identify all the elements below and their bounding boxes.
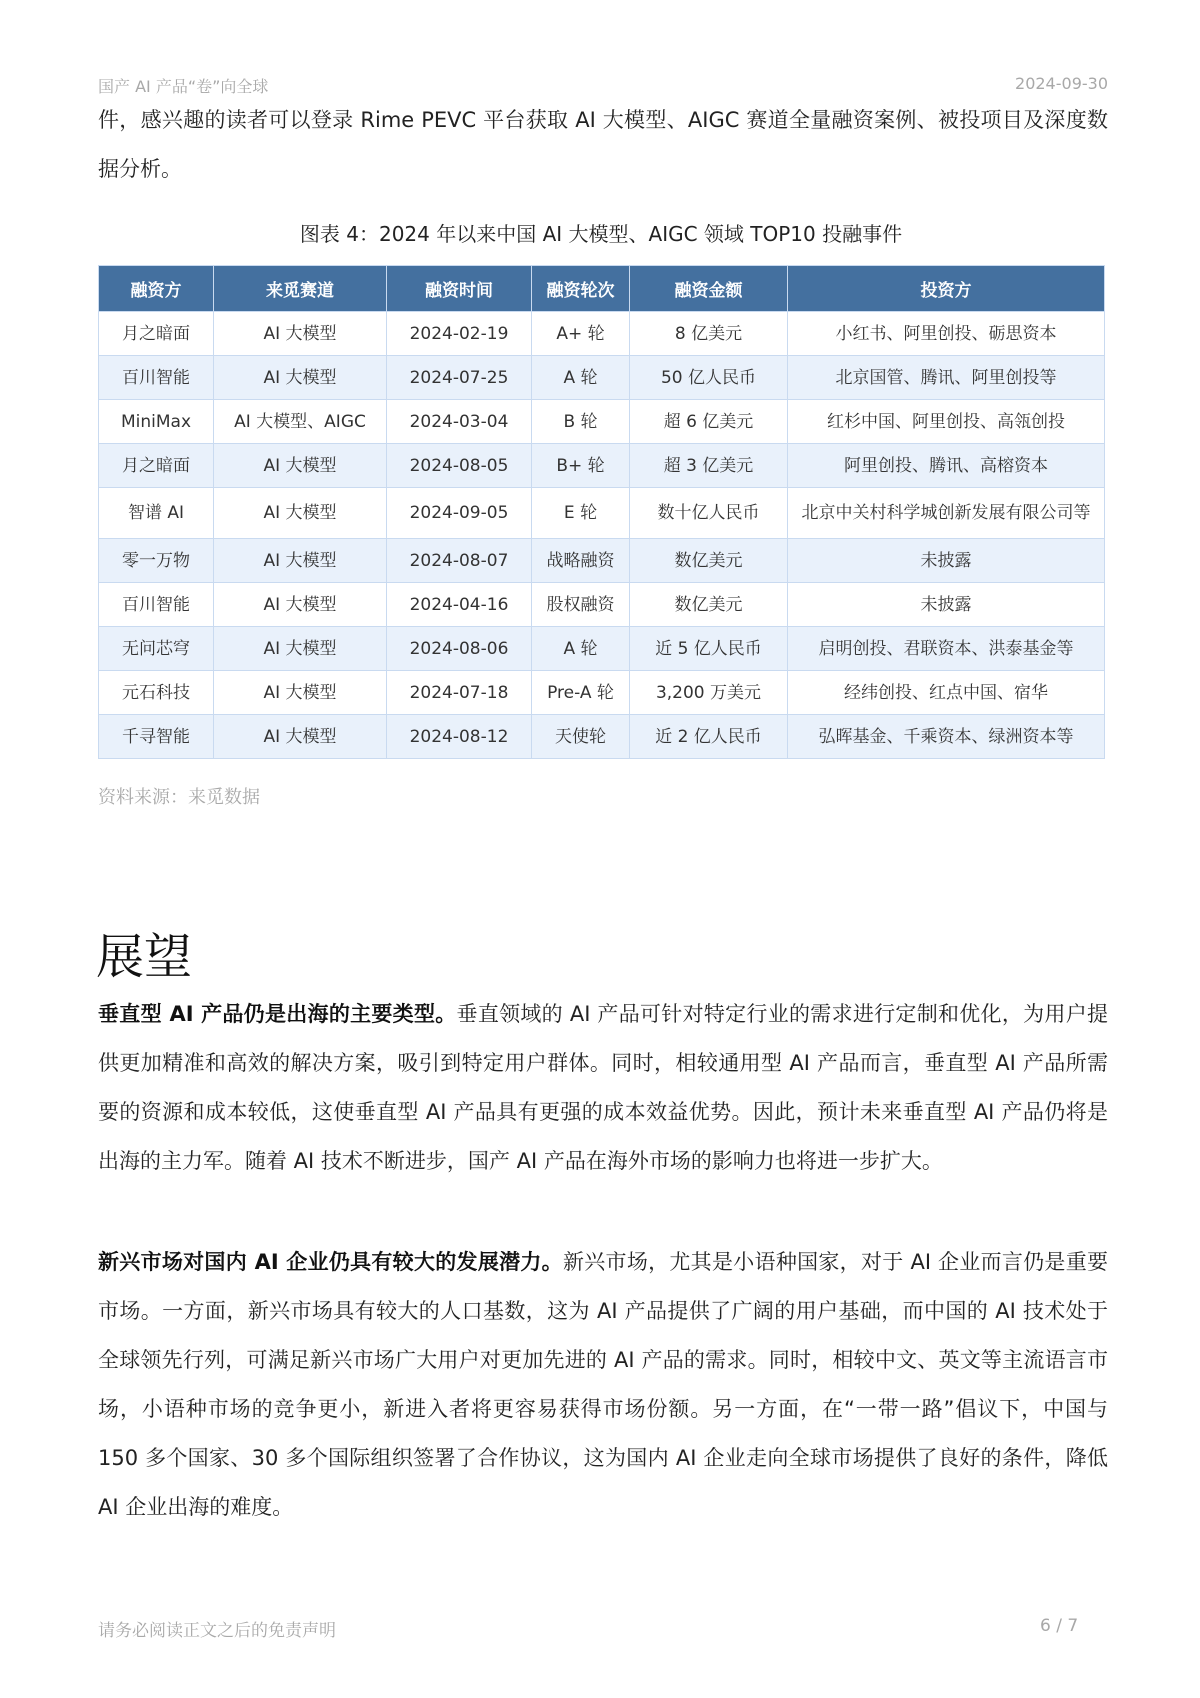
footer-disclaimer: 请务必阅读正文之后的免责声明 <box>98 1621 336 1641</box>
section-heading: 展望 <box>96 929 193 985</box>
column-header: 融资轮次 <box>532 266 630 312</box>
source-note: 资料来源：来觅数据 <box>98 787 260 808</box>
table-cell: AI 大模型 <box>214 539 387 583</box>
table-body <box>99 312 1105 759</box>
table-cell: 月之暗面 <box>99 312 214 356</box>
table-cell: 战略融资 <box>532 539 630 583</box>
table-cell: B 轮 <box>532 400 630 444</box>
table-cell: AI 大模型 <box>214 583 387 627</box>
table-cell: MiniMax <box>99 400 214 444</box>
table-cell: AI 大模型 <box>214 627 387 671</box>
table-cell: 2024-07-18 <box>387 671 532 715</box>
table-cell: 2024-08-12 <box>387 715 532 759</box>
table-row <box>99 671 1105 715</box>
table-cell: 2024-09-05 <box>387 488 532 539</box>
table-cell: 2024-08-06 <box>387 627 532 671</box>
table-cell: 2024-03-04 <box>387 400 532 444</box>
table-cell: E 轮 <box>532 488 630 539</box>
table-cell: 百川智能 <box>99 583 214 627</box>
table-cell: 北京中关村科学城创新发展有限公司等 <box>788 488 1105 539</box>
running-header-date: 2024-09-30 <box>1015 74 1108 93</box>
table-cell: 北京国管、腾讯、阿里创投等 <box>788 356 1105 400</box>
table-row <box>99 539 1105 583</box>
table-cell: 未披露 <box>788 583 1105 627</box>
table-cell: 8 亿美元 <box>630 312 788 356</box>
table-cell: 月之暗面 <box>99 444 214 488</box>
table-cell: A 轮 <box>532 627 630 671</box>
financing-table <box>98 265 1105 759</box>
figure-caption: 图表 4：2024 年以来中国 AI 大模型、AIGC 领域 TOP10 投融事件 <box>299 222 903 246</box>
table-cell: A+ 轮 <box>532 312 630 356</box>
table-cell: AI 大模型 <box>214 356 387 400</box>
table-cell: 千寻智能 <box>99 715 214 759</box>
table-cell: 2024-07-25 <box>387 356 532 400</box>
table-row <box>99 400 1105 444</box>
page-number: 6 / 7 <box>1040 1616 1079 1636</box>
table-cell: 数亿美元 <box>630 539 788 583</box>
outlook-paragraph-2 <box>98 1238 1108 1532</box>
intro-paragraph: 件，感兴趣的读者可以登录 Rime PEVC 平台获取 AI 大模型、AIGC 赛道全量融资案例、被投项目及深度数据分析。 <box>98 108 1108 181</box>
table-row <box>99 627 1105 671</box>
table-cell: 50 亿人民币 <box>630 356 788 400</box>
table-cell: 股权融资 <box>532 583 630 627</box>
table-cell: AI 大模型 <box>214 715 387 759</box>
paragraph-lead: 新兴市场对国内 AI 企业仍具有较大的发展潜力。 <box>98 1250 563 1274</box>
table-cell: 数十亿人民币 <box>630 488 788 539</box>
table-cell: 未披露 <box>788 539 1105 583</box>
column-header: 投资方 <box>788 266 1105 312</box>
table-cell: 智谱 AI <box>99 488 214 539</box>
table-cell: 2024-02-19 <box>387 312 532 356</box>
table-cell: A 轮 <box>532 356 630 400</box>
table-cell: 小红书、阿里创投、砺思资本 <box>788 312 1105 356</box>
column-header: 融资时间 <box>387 266 532 312</box>
table-cell: 超 3 亿美元 <box>630 444 788 488</box>
table-cell: 近 2 亿人民币 <box>630 715 788 759</box>
paragraph-text: 垂直领域的 AI 产品可针对特定行业的需求进行定制和优化，为用户提供更加精准和高效的解决方案，吸引到特定用户群体。同时，相较通用型 AI 产品而言，垂直型 AI 产品所需要的资源和成本较低，这使垂直型 AI 产品具有更强的成本效益优势。因此，预计未来垂直型 AI 产品仍将是出海的主力军。随着 AI 技术不断进步，国产 AI 产品在海外市场的影响力也将进一步扩大。 <box>98 1002 1108 1173</box>
table-cell: 无问芯穹 <box>99 627 214 671</box>
table-row <box>99 312 1105 356</box>
paragraph-text: 新兴市场，尤其是小语种国家，对于 AI 企业而言仍是重要市场。一方面，新兴市场具有较大的人口基数，这为 AI 产品提供了广阔的用户基础，而中国的 AI 技术处于全球领先行列，可满足新兴市场广大用户对更加先进的 AI 产品的需求。同时，相较中文、英文等主流语言市场，小语种市场的竞争更小，新进入者将更容易获得市场份额。另一方面，在“一带一路”倡议下，中国与 150 多个国家、30 多个国际组织签署了合作协议，这为国内 AI 企业走向全球市场提供了良好的条件，降低 AI 企业出海的难度。 <box>98 1250 1108 1519</box>
table-cell: 2024-04-16 <box>387 583 532 627</box>
table-cell: 近 5 亿人民币 <box>630 627 788 671</box>
table-cell: AI 大模型、AIGC <box>214 400 387 444</box>
column-header: 来觅赛道 <box>214 266 387 312</box>
table-cell: AI 大模型 <box>214 444 387 488</box>
table-cell: 弘晖基金、千乘资本、绿洲资本等 <box>788 715 1105 759</box>
table-cell: AI 大模型 <box>214 488 387 539</box>
table-cell: 阿里创投、腾讯、高榕资本 <box>788 444 1105 488</box>
table-cell: 超 6 亿美元 <box>630 400 788 444</box>
table-cell: Pre-A 轮 <box>532 671 630 715</box>
table-cell: 2024-08-07 <box>387 539 532 583</box>
table-row <box>99 583 1105 627</box>
table-cell: 经纬创投、红点中国、宿华 <box>788 671 1105 715</box>
table-row <box>99 444 1105 488</box>
table-cell: 红杉中国、阿里创投、高瓴创投 <box>788 400 1105 444</box>
table-cell: 百川智能 <box>99 356 214 400</box>
running-header-title: 国产 AI 产品“卷”向全球 <box>98 77 269 96</box>
table-cell: 数亿美元 <box>630 583 788 627</box>
table-cell: 2024-08-05 <box>387 444 532 488</box>
table-cell: 3,200 万美元 <box>630 671 788 715</box>
outlook-paragraph-1 <box>98 990 1108 1186</box>
table-cell: B+ 轮 <box>532 444 630 488</box>
paragraph-lead: 垂直型 AI 产品仍是出海的主要类型。 <box>98 1002 457 1026</box>
table-row <box>99 715 1105 759</box>
table-cell: AI 大模型 <box>214 671 387 715</box>
table-cell: 天使轮 <box>532 715 630 759</box>
table-header-row <box>99 266 1105 312</box>
column-header: 融资金额 <box>630 266 788 312</box>
table-cell: AI 大模型 <box>214 312 387 356</box>
table-cell: 启明创投、君联资本、洪泰基金等 <box>788 627 1105 671</box>
table-row <box>99 356 1105 400</box>
column-header: 融资方 <box>99 266 214 312</box>
table-cell: 零一万物 <box>99 539 214 583</box>
table-cell: 元石科技 <box>99 671 214 715</box>
table-row <box>99 488 1105 539</box>
